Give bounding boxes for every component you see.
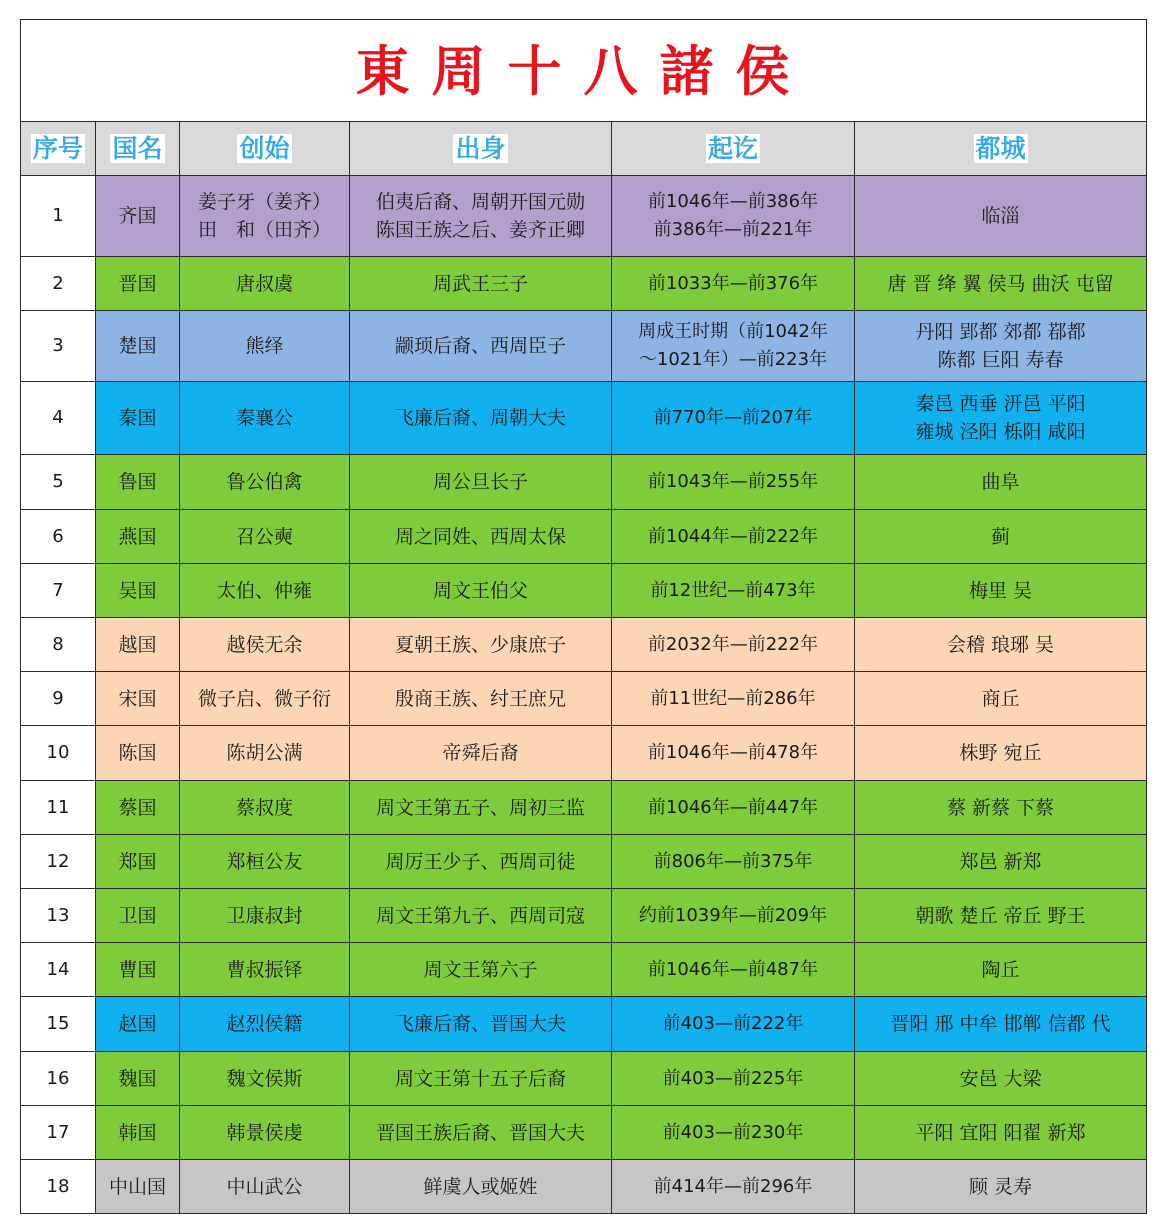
cell-state: 燕国	[96, 510, 180, 564]
cell-period: 前1046年—前386年 前386年—前221年	[612, 176, 855, 257]
cell-capital: 平阳 宜阳 阳翟 新郑	[855, 1106, 1147, 1160]
cell-state: 越国	[96, 618, 180, 672]
table-row	[21, 618, 1147, 672]
cell-state: 宋国	[96, 672, 180, 726]
table-row	[21, 311, 1147, 382]
cell-capital: 朝歌 楚丘 帝丘 野王	[855, 889, 1147, 943]
cell-no: 3	[21, 311, 96, 382]
cell-no: 15	[21, 997, 96, 1052]
cell-no: 9	[21, 672, 96, 726]
cell-origin: 周武王三子	[350, 257, 612, 311]
cell-founder: 召公奭	[180, 510, 350, 564]
cell-capital: 唐 晋 绛 翼 侯马 曲沃 屯留	[855, 257, 1147, 311]
cell-no: 8	[21, 618, 96, 672]
cell-no: 1	[21, 176, 96, 257]
table-row	[21, 1106, 1147, 1160]
table-row	[21, 835, 1147, 889]
cell-capital: 曲阜	[855, 455, 1147, 510]
cell-state: 秦国	[96, 382, 180, 455]
table-row	[21, 726, 1147, 781]
cell-state: 陈国	[96, 726, 180, 781]
cell-capital: 商丘	[855, 672, 1147, 726]
cell-state: 齐国	[96, 176, 180, 257]
cell-no: 14	[21, 943, 96, 997]
cell-period: 周成王时期（前1042年 ～1021年）—前223年	[612, 311, 855, 382]
table-row	[21, 997, 1147, 1052]
table-row	[21, 257, 1147, 311]
cell-origin: 颛顼后裔、西周臣子	[350, 311, 612, 382]
cell-capital: 郑邑 新郑	[855, 835, 1147, 889]
cell-no: 2	[21, 257, 96, 311]
header-cell-origin: 出身	[350, 122, 612, 176]
cell-origin: 飞廉后裔、周朝大夫	[350, 382, 612, 455]
cell-period: 前1046年—前478年	[612, 726, 855, 781]
cell-origin: 晋国王族后裔、晋国大夫	[350, 1106, 612, 1160]
cell-period: 前1033年—前376年	[612, 257, 855, 311]
cell-founder: 韩景侯虔	[180, 1106, 350, 1160]
cell-no: 13	[21, 889, 96, 943]
table-row	[21, 176, 1147, 257]
header-row	[21, 122, 1147, 176]
table-row	[21, 1052, 1147, 1106]
cell-origin: 周文王第六子	[350, 943, 612, 997]
cell-no: 4	[21, 382, 96, 455]
cell-period: 前1044年—前222年	[612, 510, 855, 564]
cell-state: 郑国	[96, 835, 180, 889]
table-row	[21, 564, 1147, 618]
table-row	[21, 672, 1147, 726]
cell-origin: 周文王第十五子后裔	[350, 1052, 612, 1106]
cell-state: 蔡国	[96, 781, 180, 835]
cell-state: 魏国	[96, 1052, 180, 1106]
cell-no: 7	[21, 564, 96, 618]
cell-founder: 中山武公	[180, 1160, 350, 1214]
cell-capital: 晋阳 邢 中牟 邯郸 信都 代	[855, 997, 1147, 1052]
cell-state: 韩国	[96, 1106, 180, 1160]
cell-founder: 蔡叔度	[180, 781, 350, 835]
cell-origin: 周文王第九子、西周司寇	[350, 889, 612, 943]
cell-origin: 殷商王族、纣王庶兄	[350, 672, 612, 726]
cell-founder: 曹叔振铎	[180, 943, 350, 997]
table-row	[21, 510, 1147, 564]
cell-state: 卫国	[96, 889, 180, 943]
cell-state: 吴国	[96, 564, 180, 618]
cell-capital: 安邑 大梁	[855, 1052, 1147, 1106]
cell-founder: 越侯无余	[180, 618, 350, 672]
cell-state: 中山国	[96, 1160, 180, 1214]
header-cell-state: 国名	[96, 122, 180, 176]
cell-capital: 丹阳 郢都 郊都 鄀都 陈都 巨阳 寿春	[855, 311, 1147, 382]
cell-state: 楚国	[96, 311, 180, 382]
cell-period: 前1043年—前255年	[612, 455, 855, 510]
cell-period: 约前1039年—前209年	[612, 889, 855, 943]
cell-founder: 太伯、仲雍	[180, 564, 350, 618]
cell-capital: 梅里 吴	[855, 564, 1147, 618]
cell-period: 前12世纪—前473年	[612, 564, 855, 618]
cell-period: 前1046年—前447年	[612, 781, 855, 835]
cell-capital: 临淄	[855, 176, 1147, 257]
table-row	[21, 943, 1147, 997]
cell-state: 鲁国	[96, 455, 180, 510]
cell-period: 前403—前225年	[612, 1052, 855, 1106]
cell-origin: 周之同姓、西周太保	[350, 510, 612, 564]
cell-no: 18	[21, 1160, 96, 1214]
cell-founder: 熊绎	[180, 311, 350, 382]
header-cell-period: 起讫	[612, 122, 855, 176]
cell-origin: 帝舜后裔	[350, 726, 612, 781]
header-cell-capital: 都城	[855, 122, 1147, 176]
cell-capital: 蓟	[855, 510, 1147, 564]
table-row	[21, 455, 1147, 510]
cell-no: 6	[21, 510, 96, 564]
states-table	[20, 19, 1147, 1214]
table-row	[21, 382, 1147, 455]
cell-origin: 夏朝王族、少康庶子	[350, 618, 612, 672]
table-row	[21, 889, 1147, 943]
table-row	[21, 781, 1147, 835]
cell-period: 前1046年—前487年	[612, 943, 855, 997]
cell-period: 前770年—前207年	[612, 382, 855, 455]
cell-no: 12	[21, 835, 96, 889]
cell-state: 晋国	[96, 257, 180, 311]
cell-founder: 卫康叔封	[180, 889, 350, 943]
cell-period: 前11世纪—前286年	[612, 672, 855, 726]
cell-no: 16	[21, 1052, 96, 1106]
cell-capital: 蔡 新蔡 下蔡	[855, 781, 1147, 835]
cell-origin: 周文王第五子、周初三监	[350, 781, 612, 835]
table-row	[21, 1160, 1147, 1214]
header-cell-founder: 创始	[180, 122, 350, 176]
cell-no: 5	[21, 455, 96, 510]
cell-origin: 飞廉后裔、晋国大夫	[350, 997, 612, 1052]
cell-founder: 鲁公伯禽	[180, 455, 350, 510]
cell-period: 前414年—前296年	[612, 1160, 855, 1214]
cell-origin: 周厉王少子、西周司徒	[350, 835, 612, 889]
header-cell-no: 序号	[21, 122, 96, 176]
cell-origin: 伯夷后裔、周朝开国元勋 陈国王族之后、姜齐正卿	[350, 176, 612, 257]
cell-founder: 姜子牙（姜齐） 田 和（田齐）	[180, 176, 350, 257]
cell-capital: 陶丘	[855, 943, 1147, 997]
cell-founder: 魏文侯斯	[180, 1052, 350, 1106]
cell-period: 前806年—前375年	[612, 835, 855, 889]
cell-founder: 微子启、微子衍	[180, 672, 350, 726]
cell-origin: 周文王伯父	[350, 564, 612, 618]
cell-founder: 郑桓公友	[180, 835, 350, 889]
cell-state: 曹国	[96, 943, 180, 997]
cell-no: 11	[21, 781, 96, 835]
cell-no: 17	[21, 1106, 96, 1160]
cell-founder: 秦襄公	[180, 382, 350, 455]
cell-capital: 顾 灵寿	[855, 1160, 1147, 1214]
table-body	[21, 176, 1147, 1214]
cell-period: 前403—前222年	[612, 997, 855, 1052]
cell-state: 赵国	[96, 997, 180, 1052]
cell-founder: 赵烈侯籍	[180, 997, 350, 1052]
cell-capital: 株野 宛丘	[855, 726, 1147, 781]
cell-origin: 周公旦长子	[350, 455, 612, 510]
table-title: 東周十八諸侯	[21, 20, 1147, 122]
cell-capital: 秦邑 西垂 汧邑 平阳 雍城 泾阳 栎阳 咸阳	[855, 382, 1147, 455]
cell-capital: 会稽 琅琊 吴	[855, 618, 1147, 672]
cell-origin: 鲜虞人或姬姓	[350, 1160, 612, 1214]
cell-period: 前2032年—前222年	[612, 618, 855, 672]
cell-founder: 陈胡公满	[180, 726, 350, 781]
cell-period: 前403—前230年	[612, 1106, 855, 1160]
cell-founder: 唐叔虞	[180, 257, 350, 311]
cell-no: 10	[21, 726, 96, 781]
